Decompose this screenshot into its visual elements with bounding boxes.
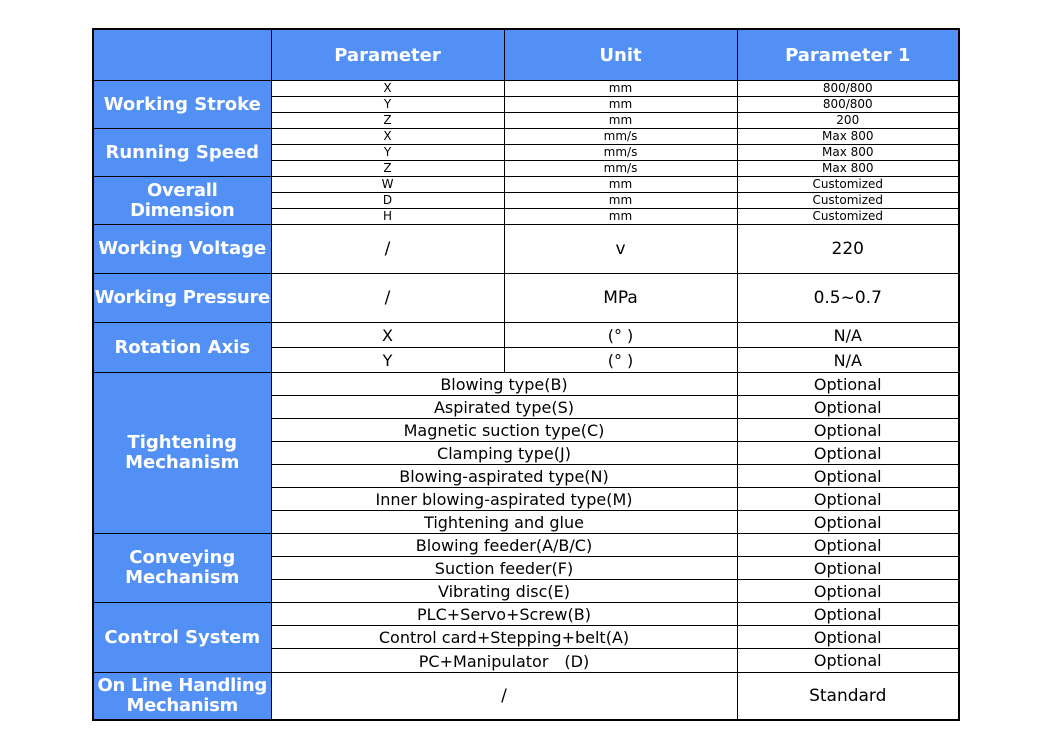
unit-cell: (° ) xyxy=(504,323,737,348)
param-cell: D xyxy=(271,193,504,209)
param-cell: W xyxy=(271,177,504,193)
param-cell: Z xyxy=(271,161,504,177)
group-online-handling: On Line Handling Mechanism xyxy=(93,673,271,721)
value-cell: Optional xyxy=(737,557,959,580)
param-cell: Z xyxy=(271,113,504,129)
group-tightening-mechanism: Tightening Mechanism xyxy=(93,373,271,534)
value-cell: Standard xyxy=(737,673,959,721)
param-cell: Y xyxy=(271,97,504,113)
value-cell: 200 xyxy=(737,113,959,129)
value-cell: 800/800 xyxy=(737,97,959,113)
group-working-pressure: Working Pressure xyxy=(93,274,271,323)
group-overall-dimension: Overall Dimension xyxy=(93,177,271,225)
unit-cell: mm xyxy=(504,97,737,113)
table-row xyxy=(93,373,959,396)
option-name: Aspirated type(S) xyxy=(271,396,737,419)
value-cell: Optional xyxy=(737,580,959,603)
option-name: Inner blowing-aspirated type(M) xyxy=(271,488,737,511)
table-row xyxy=(93,534,959,557)
value-cell: N/A xyxy=(737,348,959,373)
header-corner xyxy=(93,29,271,81)
unit-cell: mm xyxy=(504,81,737,97)
header-row xyxy=(93,29,959,81)
param-cell: X xyxy=(271,81,504,97)
unit-cell: mm xyxy=(504,113,737,129)
option-name: Suction feeder(F) xyxy=(271,557,737,580)
table-row xyxy=(93,603,959,626)
group-control-system: Control System xyxy=(93,603,271,673)
value-cell: 800/800 xyxy=(737,81,959,97)
unit-cell: MPa xyxy=(504,274,737,323)
table-row xyxy=(93,673,959,721)
unit-cell: mm/s xyxy=(504,129,737,145)
value-cell: Optional xyxy=(737,396,959,419)
param-cell: / xyxy=(271,274,504,323)
param-cell: / xyxy=(271,673,737,721)
unit-cell: mm xyxy=(504,209,737,225)
group-conveying-mechanism: Conveying Mechanism xyxy=(93,534,271,603)
value-cell: Max 800 xyxy=(737,145,959,161)
table-row xyxy=(93,225,959,274)
value-cell: Optional xyxy=(737,465,959,488)
unit-cell: v xyxy=(504,225,737,274)
value-cell: Optional xyxy=(737,442,959,465)
header-parameter: Parameter xyxy=(271,29,504,81)
value-cell: Optional xyxy=(737,534,959,557)
unit-cell: mm/s xyxy=(504,161,737,177)
option-name: Blowing feeder(A/B/C) xyxy=(271,534,737,557)
value-cell: Optional xyxy=(737,373,959,396)
header-parameter-1: Parameter 1 xyxy=(737,29,959,81)
value-cell: Customized xyxy=(737,177,959,193)
unit-cell: (° ) xyxy=(504,348,737,373)
option-name: Clamping type(J) xyxy=(271,442,737,465)
unit-cell: mm xyxy=(504,177,737,193)
value-cell: Optional xyxy=(737,511,959,534)
table-row xyxy=(93,177,959,193)
value-cell: Optional xyxy=(737,649,959,673)
param-cell: X xyxy=(271,323,504,348)
option-name: Tightening and glue xyxy=(271,511,737,534)
group-working-voltage: Working Voltage xyxy=(93,225,271,274)
option-name: PLC+Servo+Screw(B) xyxy=(271,603,737,626)
value-cell: Optional xyxy=(737,488,959,511)
value-cell: Optional xyxy=(737,603,959,626)
header-unit: Unit xyxy=(504,29,737,81)
table-row xyxy=(93,323,959,348)
option-name: Blowing type(B) xyxy=(271,373,737,396)
group-rotation-axis: Rotation Axis xyxy=(93,323,271,373)
value-cell: Max 800 xyxy=(737,161,959,177)
param-cell: X xyxy=(271,129,504,145)
value-cell: Max 800 xyxy=(737,129,959,145)
table-row xyxy=(93,81,959,97)
spec-table xyxy=(92,28,960,721)
value-cell: 220 xyxy=(737,225,959,274)
unit-cell: mm/s xyxy=(504,145,737,161)
param-cell: Y xyxy=(271,348,504,373)
unit-cell: mm xyxy=(504,193,737,209)
value-cell: N/A xyxy=(737,323,959,348)
param-cell: H xyxy=(271,209,504,225)
option-name: Magnetic suction type(C) xyxy=(271,419,737,442)
table-row xyxy=(93,274,959,323)
value-cell: Optional xyxy=(737,626,959,649)
option-name: Blowing-aspirated type(N) xyxy=(271,465,737,488)
option-name: Vibrating disc(E) xyxy=(271,580,737,603)
param-cell: Y xyxy=(271,145,504,161)
option-name: PC+Manipulator (D) xyxy=(271,649,737,673)
table-row xyxy=(93,129,959,145)
value-cell: Customized xyxy=(737,209,959,225)
param-cell: / xyxy=(271,225,504,274)
group-running-speed: Running Speed xyxy=(93,129,271,177)
value-cell: 0.5~0.7 xyxy=(737,274,959,323)
value-cell: Customized xyxy=(737,193,959,209)
group-working-stroke: Working Stroke xyxy=(93,81,271,129)
option-name: Control card+Stepping+belt(A) xyxy=(271,626,737,649)
value-cell: Optional xyxy=(737,419,959,442)
